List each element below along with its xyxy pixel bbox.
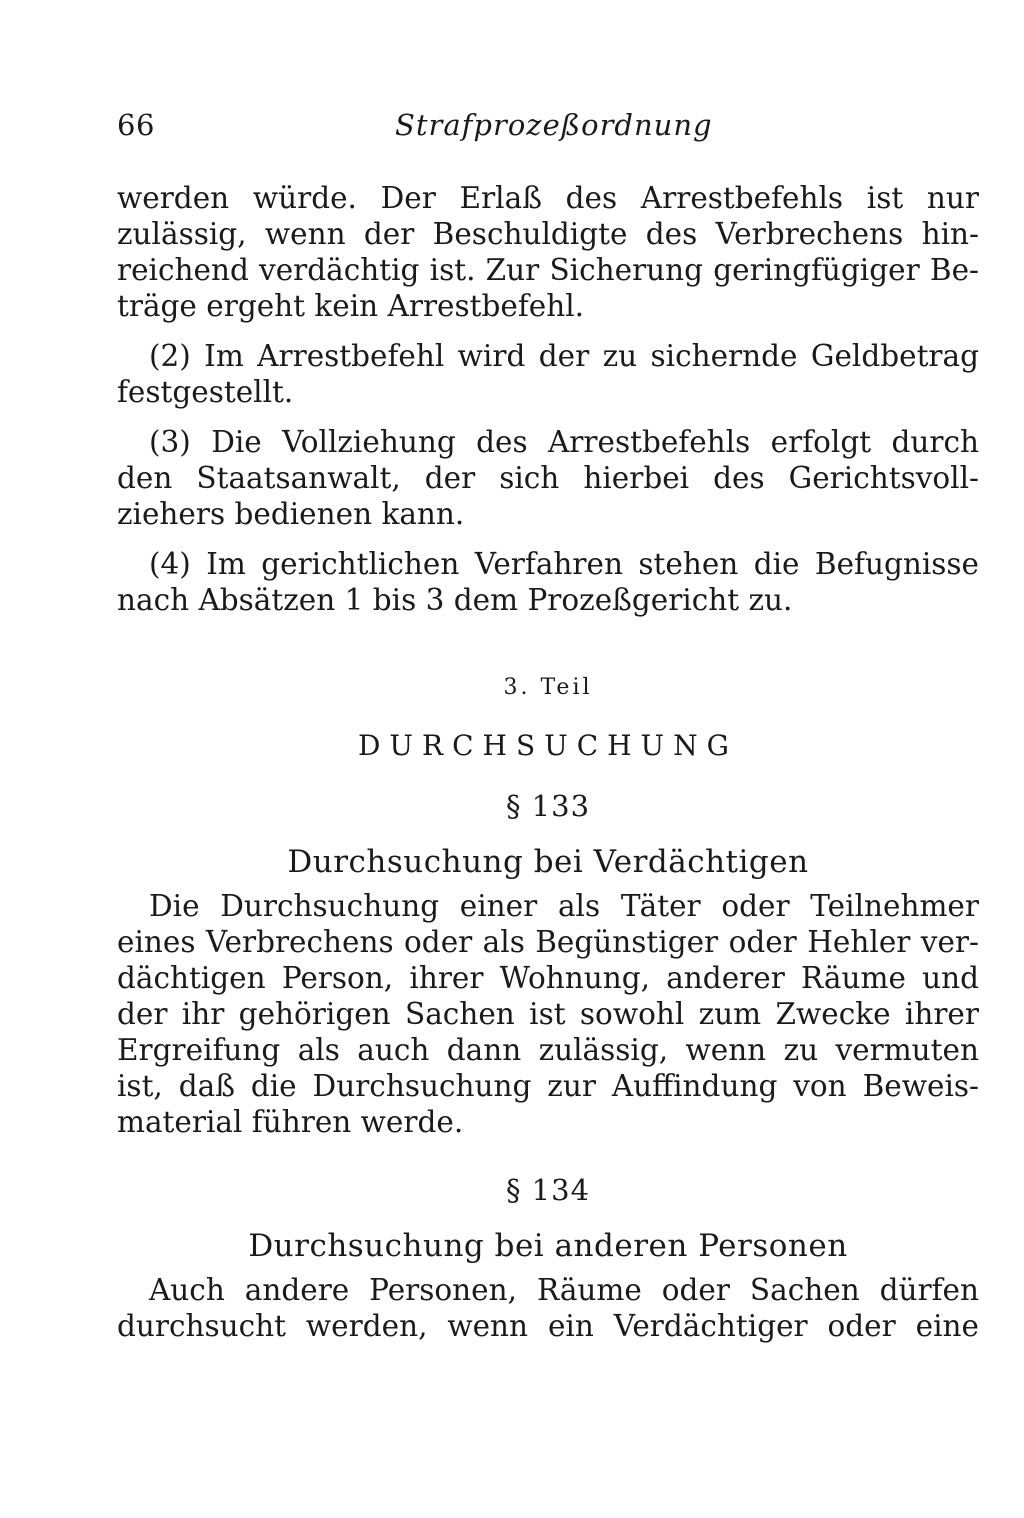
text-line: träge ergeht kein Arrestbefehl. — [117, 289, 585, 323]
section-number-134: § 134 — [505, 1173, 591, 1207]
text-line: Auch andere Personen, Räume oder Sachen dürfen — [149, 1273, 979, 1307]
section-134-text — [117, 1272, 979, 1344]
section-number-133: § 133 — [505, 789, 591, 823]
text-line: ziehers bedienen kann. — [117, 497, 465, 531]
text-line: (4) Im gerichtlichen Verfahren stehen die Befugnisse — [149, 547, 979, 581]
text-line: werden würde. Der Erlaß des Arrestbefehls ist nur — [117, 181, 979, 215]
text-line: durchsucht werden, wenn ein Verdächtiger oder eine — [117, 1309, 979, 1343]
page-number: 66 — [117, 108, 155, 142]
text-line: den Staatsanwalt, der sich hierbei des Gerichtsvoll- — [117, 461, 979, 495]
part-title: DURCHSUCHUNG — [357, 729, 739, 762]
running-title: Strafprozeßordnung — [395, 108, 713, 142]
paragraph-3 — [117, 424, 979, 532]
text-line: ist, daß die Durchsuchung zur Auffindung von Beweis- — [117, 1069, 979, 1103]
text-line: Ergreifung als auch dann zulässig, wenn zu vermuten — [117, 1033, 979, 1067]
text-line: dächtigen Person, ihrer Wohnung, anderer Räume und — [117, 961, 979, 995]
text-line: nach Absätzen 1 bis 3 dem Prozeßgericht zu. — [117, 583, 793, 617]
text-line: zulässig, wenn der Beschuldigte des Verbrechens hin- — [117, 217, 979, 251]
text-line: (2) Im Arrestbefehl wird der zu sichernde Geldbetrag — [149, 339, 979, 373]
page-body — [117, 180, 979, 1344]
text-line: der ihr gehörigen Sachen ist sowohl zum Zwecke ihrer — [117, 997, 979, 1031]
section-title-133: Durchsuchung bei Verdächtigen — [287, 844, 809, 880]
page-header — [117, 108, 977, 148]
text-line: material führen werde. — [117, 1105, 464, 1139]
continued-paragraph — [117, 180, 979, 324]
text-line: Die Durchsuchung einer als Täter oder Teilnehmer — [149, 889, 979, 923]
text-line: (3) Die Vollziehung des Arrestbefehls erfolgt durch — [149, 425, 979, 459]
section-133-text — [117, 888, 979, 1140]
text-line: reichend verdächtig ist. Zur Sicherung geringfügiger Be- — [117, 253, 979, 287]
part-label: 3. Teil — [503, 675, 593, 700]
section-title-134: Durchsuchung bei anderen Personen — [248, 1228, 848, 1264]
text-line: eines Verbrechens oder als Begünstiger oder Hehler ver- — [117, 925, 979, 959]
paragraph-4 — [117, 546, 979, 618]
text-line: festgestellt. — [117, 375, 294, 409]
paragraph-2 — [117, 338, 979, 410]
